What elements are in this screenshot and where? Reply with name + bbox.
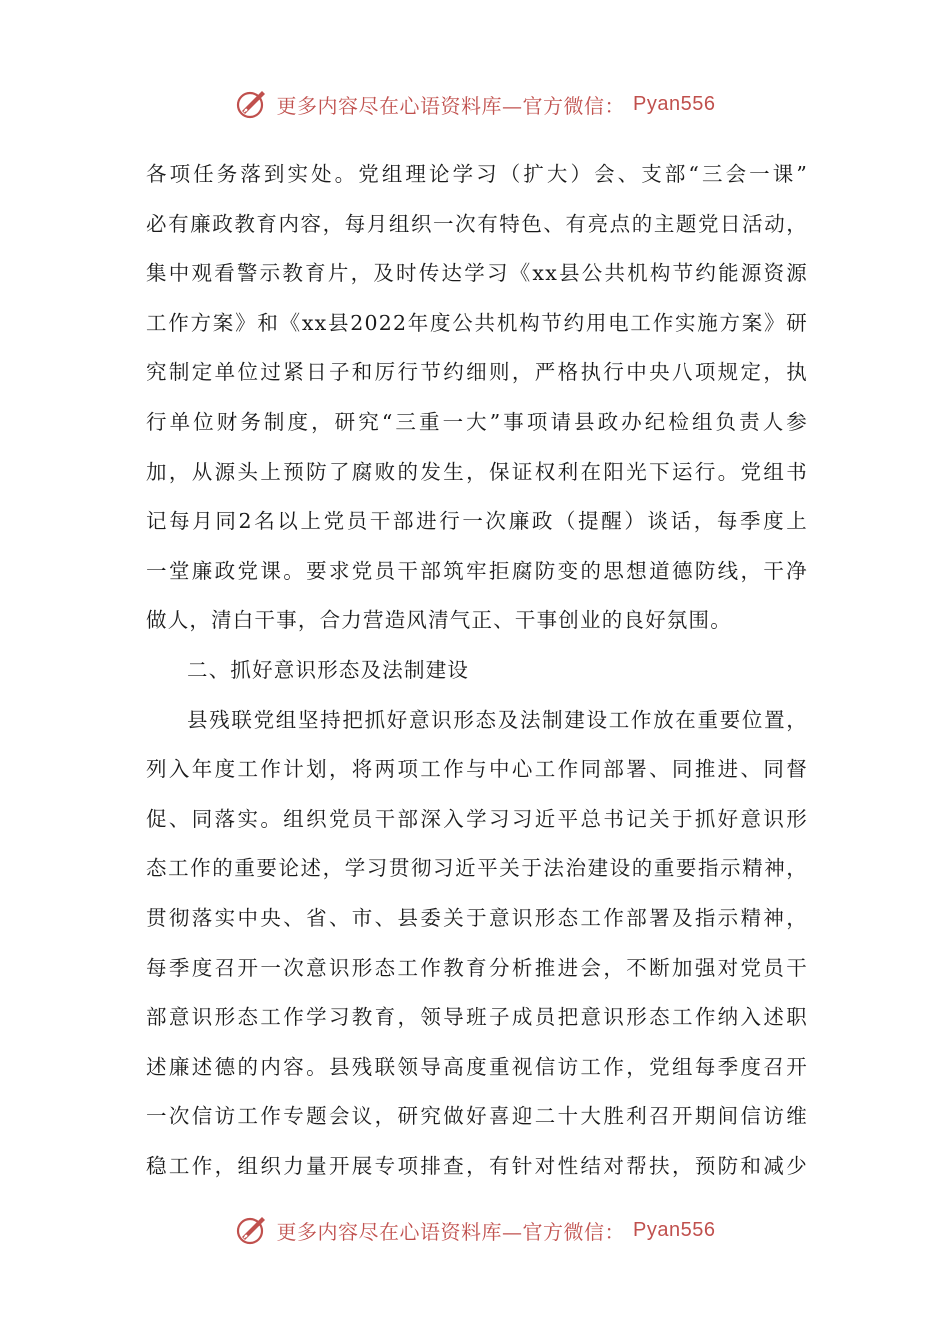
text-line: 促、同落实。组织党员干部深入学习习近平总书记关于抓好意识形: [146, 806, 808, 831]
text-line: 记每月同2名以上党员干部进行一次廉政（提醒）谈话，每季度上: [146, 509, 808, 534]
text-line: 稳工作，组织力量开展专项排查，有针对性结对帮扶，预防和减少: [146, 1153, 808, 1178]
document-body: [146, 150, 808, 1191]
text-line: 各项任务落到实处。党组理论学习（扩大）会、支部“三会一课”: [146, 162, 808, 186]
section-heading: 二、抓好意识形态及法制建设: [187, 657, 470, 682]
text-line: 集中观看警示教育片，及时传达学习《xx县公共机构节约能源资源: [146, 261, 808, 286]
text-line: 一次信访工作专题会议，研究做好喜迎二十大胜利召开期间信访维: [146, 1104, 808, 1129]
header-watermark: [0, 84, 950, 124]
text-line: 贯彻落实中央、省、市、县委关于意识形态工作部署及指示精神，: [146, 905, 808, 930]
watermark-text: 更多内容尽在心语资料库—官方微信：: [276, 93, 626, 118]
watermark-wechat-id: Pyan556: [633, 92, 716, 115]
text-line: 部意识形态工作学习教育，领导班子成员把意识形态工作纳入述职: [146, 1005, 808, 1030]
text-line: 行单位财务制度，研究“三重一大”事项请县政办纪检组负责人参: [146, 409, 808, 434]
text-line: 必有廉政教育内容，每月组织一次有特色、有亮点的主题党日活动，: [146, 211, 808, 236]
text-line: 县残联党组坚持把抓好意识形态及法制建设工作放在重要位置，: [187, 707, 808, 732]
watermark-wechat-id: Pyan556: [633, 1218, 716, 1241]
text-line: 做人，清白干事，合力营造风清气正、干事创业的良好氛围。: [146, 608, 732, 633]
text-line: 究制定单位过紧日子和厉行节约细则，严格执行中央八项规定，执: [146, 360, 808, 385]
text-line: 每季度召开一次意识形态工作教育分析推进会，不断加强对党员干: [146, 955, 808, 980]
text-line: 加，从源头上预防了腐败的发生，保证权利在阳光下运行。党组书: [146, 459, 808, 484]
pen-nib-icon: [235, 1213, 269, 1247]
text-line: 一堂廉政党课。要求党员干部筑牢拒腐防变的思想道德防线，干净: [146, 558, 808, 583]
watermark-text: 更多内容尽在心语资料库—官方微信：: [276, 1219, 626, 1244]
text-line: 态工作的重要论述，学习贯彻习近平关于法治建设的重要指示精神，: [146, 856, 808, 881]
footer-watermark: [0, 1210, 950, 1250]
pen-nib-icon: [235, 87, 269, 121]
text-line: 列入年度工作计划，将两项工作与中心工作同部署、同推进、同督: [146, 757, 808, 782]
text-line: 述廉述德的内容。县残联领导高度重视信访工作，党组每季度召开: [146, 1054, 808, 1079]
text-line: 工作方案》和《xx县2022年度公共机构节约用电工作实施方案》研: [146, 310, 808, 335]
